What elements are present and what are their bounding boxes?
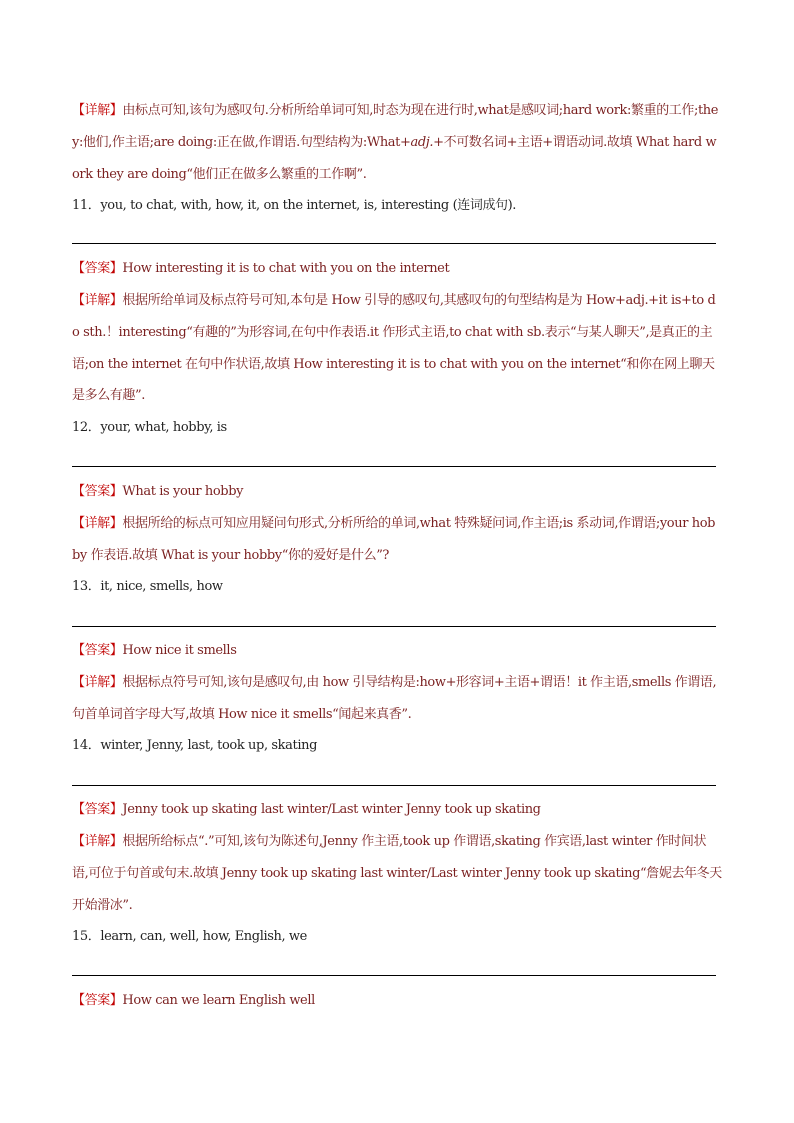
answer-text: How interesting it is to chat with you on the internet bbox=[122, 261, 450, 276]
detail-12 bbox=[72, 508, 722, 572]
detail-text: 根据所给标点“.”可知,该句为陈述句,Jenny 作主语,took up 作谓语,skating 作宾语,last winter 作时间状语,可位于句首或句末.故填 Jenny took up skating last winter/Last winter Jenny took up skating“詹妮去年冬天开始滑冰”. bbox=[72, 834, 722, 913]
detail-tag: 【详解】 bbox=[72, 516, 123, 531]
detail-10 bbox=[72, 95, 722, 190]
detail-tag: 【详解】 bbox=[72, 103, 123, 118]
detail-text: 根据所给单词及标点符号可知,本句是 How 引导的感叹句,其感叹句的句型结构是为 How+adj.+it is+to do sth.！interesting“有趣的”为形容词,在句中作表语.it 作形式主语,to chat with sb.表示“与某人聊天”,是真正的主语;on the internet 在句中作状语,故填 How interesting it is to chat with you on the internet“和你在网上聊天是多么有趣”. bbox=[72, 293, 716, 404]
answer-text: How can we learn English well bbox=[122, 993, 315, 1008]
detail-tag: 【详解】 bbox=[72, 675, 123, 690]
answer-text: How nice it smells bbox=[122, 643, 237, 658]
answer-tag: 【答案】 bbox=[72, 993, 123, 1008]
answer-text: What is your hobby bbox=[122, 484, 244, 499]
answer-14 bbox=[72, 794, 722, 826]
detail-11 bbox=[72, 285, 722, 412]
question-11: 11．you, to chat, with, how, it, on the internet, is, interesting (连词成句). bbox=[72, 198, 517, 213]
answer-text: Jenny took up skating last winter/Last winter Jenny took up skating bbox=[122, 802, 541, 817]
detail-text: 根据所给的标点可知应用疑问句形式,分析所给的单词,what 特殊疑问词,作主语;is 系动词,作谓语;your hobby 作表语.故填 What is your hobby“你的爱好是什么”? bbox=[72, 516, 716, 563]
answer-11 bbox=[72, 253, 722, 285]
answer-line-11 bbox=[72, 243, 716, 244]
question-15: 15．learn, can, well, how, English, we bbox=[72, 929, 307, 944]
detail-adj-italic: adj. bbox=[410, 134, 434, 150]
answer-line-14 bbox=[72, 785, 716, 786]
answer-12 bbox=[72, 476, 722, 508]
detail-text-part2: +不可数名词+主语+谓语动词.故填 What hard work they are doing“他们正在做多么繁重的工作啊”. bbox=[72, 134, 717, 182]
answer-15 bbox=[72, 985, 722, 1017]
question-14: 14．winter, Jenny, last, took up, skating bbox=[72, 738, 317, 753]
answer-tag: 【答案】 bbox=[72, 484, 123, 499]
detail-14 bbox=[72, 826, 722, 921]
detail-text-part1: 由标点可知,该句为感叹句.分析所给单词可知,时态为现在进行时,what是感叹词;hard work:繁重的工作;they:他们,作主语;are doing:正在做,作谓语.句型结构为:What+ bbox=[72, 103, 719, 150]
answer-tag: 【答案】 bbox=[72, 261, 123, 276]
detail-tag: 【详解】 bbox=[72, 293, 123, 308]
question-12: 12．your, what, hobby, is bbox=[72, 420, 227, 435]
answer-tag: 【答案】 bbox=[72, 643, 123, 658]
answer-line-12 bbox=[72, 466, 716, 467]
answer-line-15 bbox=[72, 975, 716, 976]
detail-13 bbox=[72, 667, 722, 731]
answer-13 bbox=[72, 635, 722, 667]
detail-text: 根据标点符号可知,该句是感叹句,由 how 引导结构是:how+形容词+主语+谓语！it 作主语,smells 作谓语,句首单词首字母大写,故填 How nice it smells“闻起来真香”. bbox=[72, 675, 717, 722]
question-13: 13．it, nice, smells, how bbox=[72, 579, 223, 594]
answer-line-13 bbox=[72, 626, 716, 627]
detail-tag: 【详解】 bbox=[72, 834, 123, 849]
answer-tag: 【答案】 bbox=[72, 802, 123, 817]
